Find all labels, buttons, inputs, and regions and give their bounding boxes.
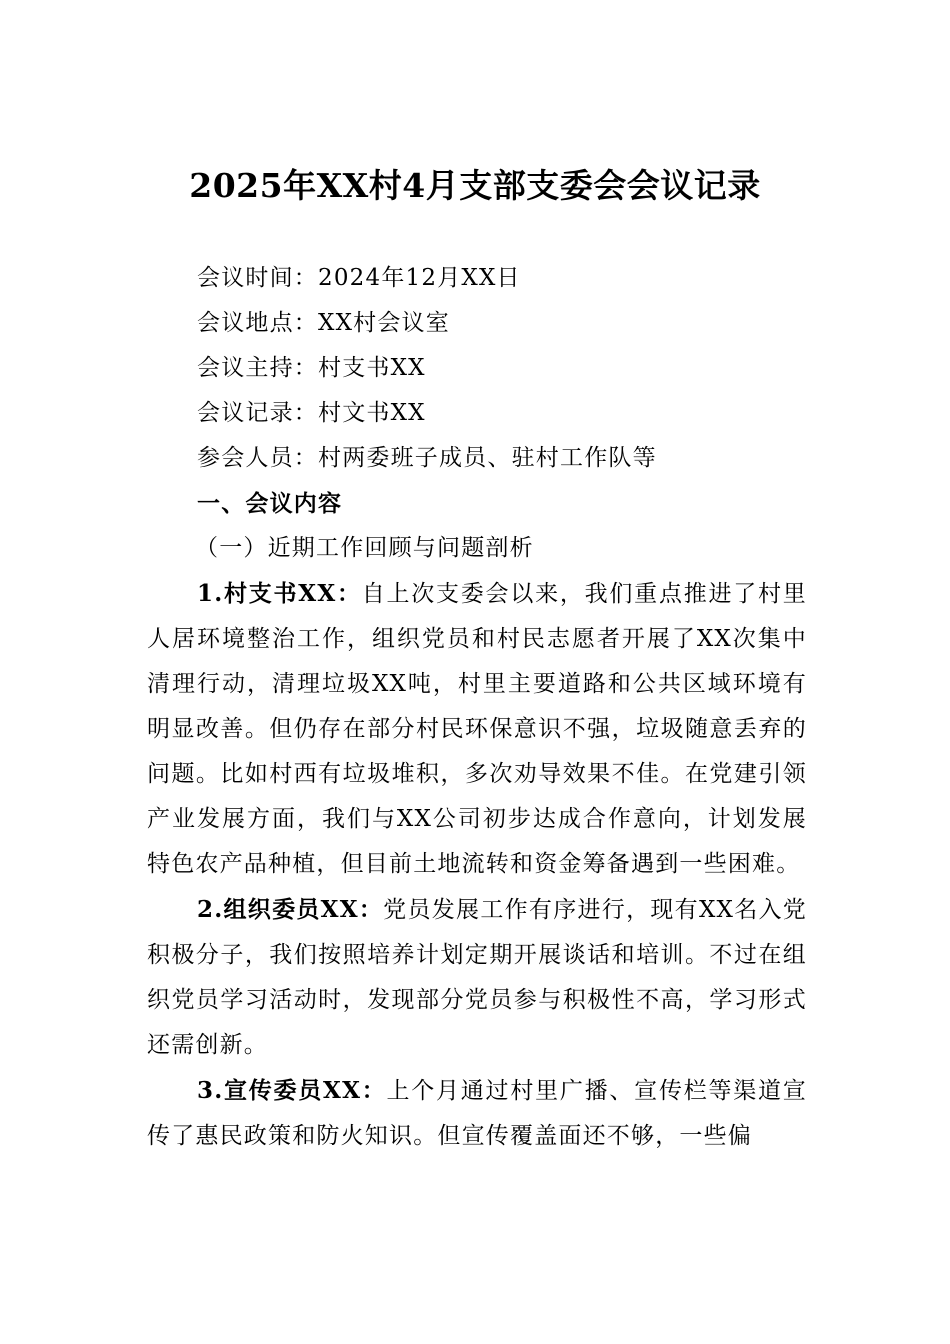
- meta-time: [147, 256, 807, 301]
- paragraph-organization-lead: 2.组织委员XX：: [197, 896, 384, 923]
- meta-location-label: 会议地点：: [197, 310, 318, 336]
- paragraph-organization: [147, 887, 807, 1068]
- paragraph-organization-text: 党员发展工作有序进行，现有XX名入党积极分子，我们按照培养计划定期开展谈话和培训。不过在组织党员学习活动时，发现部分党员参与积极性不高，学习形式还需创新。: [147, 897, 807, 1058]
- meta-attendees-label: 参会人员：: [197, 445, 318, 471]
- meta-host: [147, 346, 807, 391]
- paragraph-secretary: [147, 571, 807, 887]
- subsection-heading: （一）近期工作回顾与问题剖析: [195, 535, 534, 561]
- meta-location-value: XX村会议室: [318, 310, 450, 336]
- meta-recorder: [147, 391, 807, 436]
- document-title: 2025年XX村4月支部支委会会议记录: [189, 166, 761, 205]
- paragraph-publicity-lead: 3.宣传委员XX：: [197, 1077, 387, 1104]
- paragraph-secretary-lead: 1.村支书XX：: [197, 580, 362, 607]
- meta-attendees-value: 村两委班子成员、驻村工作队等: [318, 445, 657, 471]
- meta-host-label: 会议主持：: [197, 355, 318, 381]
- meta-recorder-value: 村文书XX: [318, 400, 426, 426]
- meta-recorder-label: 会议记录：: [197, 400, 318, 426]
- section-heading: 一、会议内容: [197, 490, 343, 517]
- paragraph-publicity-text: 上个月通过村里广播、宣传栏等渠道宣传了惠民政策和防火知识。但宣传覆盖面还不够，一些偏: [147, 1078, 807, 1149]
- document-body: [147, 256, 807, 1159]
- meta-time-label: 会议时间：: [197, 265, 318, 291]
- meta-attendees: [147, 436, 807, 481]
- paragraph-publicity: [147, 1068, 807, 1159]
- meta-time-value: 2024年12月XX日: [318, 265, 521, 291]
- paragraph-secretary-text: 自上次支委会以来，我们重点推进了村里人居环境整治工作，组织党员和村民志愿者开展了XX次集中清理行动，清理垃圾XX吨，村里主要道路和公共区域环境有明显改善。但仍存在部分村民环保意识不强，垃圾随意丢弃的问题。比如村西有垃圾堆积，多次劝导效果不佳。在党建引领产业发展方面，我们与XX公司初步达成合作意向，计划发展特色农产品种植，但目前土地流转和资金筹备遇到一些困难。: [147, 581, 807, 877]
- meta-location: [147, 301, 807, 346]
- meta-host-value: 村支书XX: [318, 355, 426, 381]
